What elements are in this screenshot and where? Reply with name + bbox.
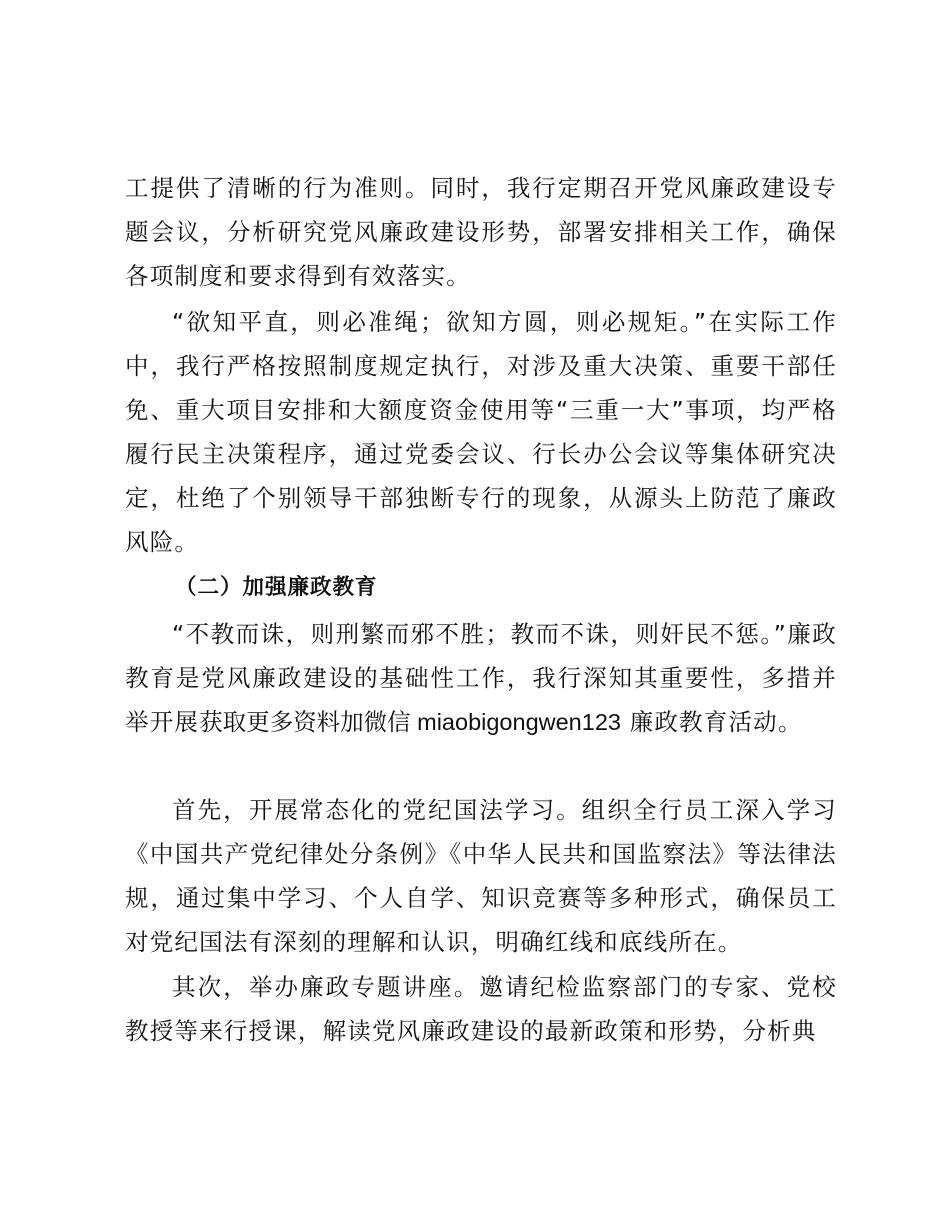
- paragraph-2: “欲知平直，则必准绳；欲知方圆，则必规矩。”在实际工作中，我行严格按照制度规定执行，对涉及重大决策、重要干部任免、重大项目安排和大额度资金使用等“三重一大”事项，均严格履行民主决策程序，通过党委会议、行长办公会议等集体研究决定，杜绝了个别领导干部独断专行的现象，从源头上防范了廉政风险。: [125, 308, 837, 556]
- paragraph-3-text-a: “不教而诛，则刑繁而邪不胜；教而不诛，则奸民不惩。”廉政教育是党风廉政建设的基础性工作，我行深知其重要性，多措并举开展: [125, 620, 837, 736]
- paragraph-1: 工提供了清晰的行为准则。同时，我行定期召开党风廉政建设专题会议，分析研究党风廉政建设形势，部署安排相关工作，确保各项制度和要求得到有效落实。: [125, 174, 837, 290]
- paragraph-4: 首先，开展常态化的党纪国法学习。组织全行员工深入学习《中国共产党纪律处分条例》《中华人民共和国监察法》等法律法规，通过集中学习、个人自学、知识竞赛等多种形式，确保员工对党纪国法有深刻的理解和认识，明确红线和底线所在。: [125, 796, 837, 956]
- paragraph-3-text-b: 廉政教育活动。: [620, 708, 803, 736]
- paragraph-5: 其次，举办廉政专题讲座。邀请纪检监察部门的专家、党校教授等来行授课，解读党风廉政建设的最新政策和形势，分析典: [125, 973, 837, 1045]
- paragraph-3: [125, 612, 837, 744]
- promo-text: 获取更多资料加微信 miaobigongwen123: [199, 709, 621, 735]
- section-heading: （二）加强廉政教育: [175, 575, 378, 600]
